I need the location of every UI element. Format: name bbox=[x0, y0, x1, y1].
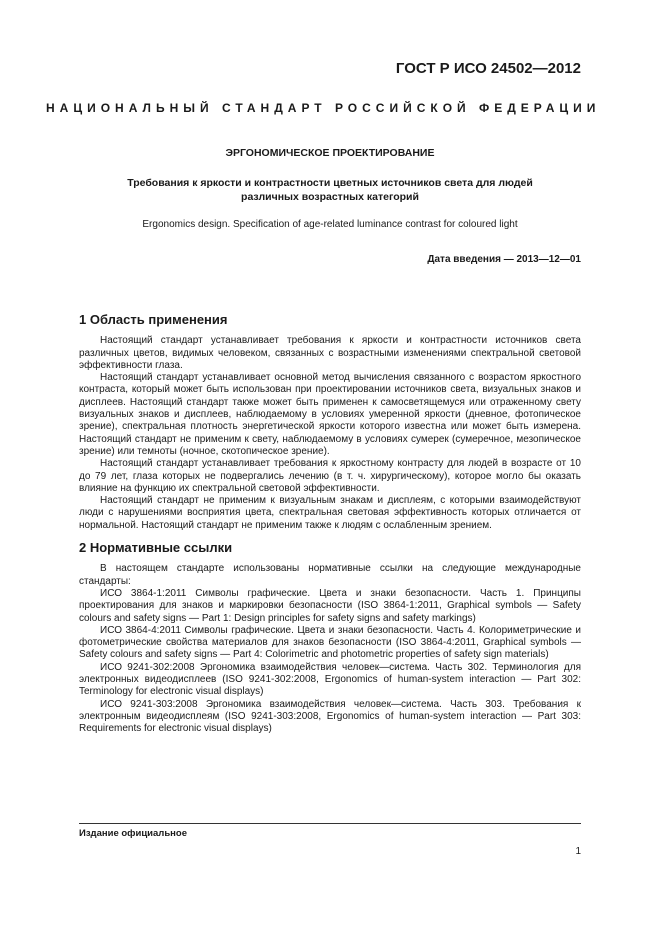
subtitle-line-2: различных возрастных категорий bbox=[241, 190, 419, 203]
normative-reference: ИСО 3864-4:2011 Символы графические. Цвета и знаки безопасности. Часть 4. Колориметрические и фотометрические свойства материалов для знаков безопасности (ISO 3864-4:2011, Graphical symbols — Safety colours and safety signs — Part 4: Colorimetric and photometric properties of safety sign materials) bbox=[79, 624, 581, 661]
standard-subtitle bbox=[60, 177, 600, 204]
english-title: Ergonomics design. Specification of age-related luminance contrast for coloured light bbox=[142, 219, 518, 230]
official-edition-note: Издание официальное bbox=[79, 828, 187, 839]
standard-title: ЭРГОНОМИЧЕСКОЕ ПРОЕКТИРОВАНИЕ bbox=[225, 147, 435, 159]
normative-reference: ИСО 9241-303:2008 Эргономика взаимодействия человек—система. Часть 303. Требования к электронным видеодисплеям (ISO 9241-303:2008, Ergonomics of human-system interaction — Part 303: Requirements for electronic visual displays) bbox=[79, 698, 581, 735]
section-1-paragraph: Настоящий стандарт не применим к визуальным знакам и дисплеям, с которыми взаимодействуют люди с нарушениями восприятия цвета, спектральная световая эффективность которых отличается от нормальной. Настоящий стандарт не применим также к людям с ослабленным зрением. bbox=[79, 495, 581, 531]
section-2-heading: 2 Нормативные ссылки bbox=[79, 540, 233, 556]
normative-reference: ИСО 9241-302:2008 Эргономика взаимодействия человек—система. Часть 302. Терминология для электронных видеодисплеев (ISO 9241-302:2008, Ergonomics of human-system interaction — Part 302: Terminology for electronic visual displays) bbox=[79, 661, 581, 698]
section-1-paragraph: Настоящий стандарт устанавливает основной метод вычисления связанного с возрастом яркостного контраста, который может быть использован при проектировании источников света, визуальных знаков и дисплеев. Настоящий стандарт также может быть применен к самосветящемуся или отраженному свету визуальных знаков и дисплеев, наблюдаемому в условиях умеренной яркости (дневное, фотопическое зрение), спектральная плотность энергетической яркости которого известна или может быть измерена. Настоящий стандарт не применим к свету, наблюдаемому в условиях сумерек (сумеречное, мезопическое зрение) или темноты (ночное, скотопическое зрение). bbox=[79, 372, 581, 457]
section-1-heading: 1 Область применения bbox=[79, 312, 228, 327]
subtitle-line-1: Требования к яркости и контрастности цветных источников света для людей bbox=[127, 177, 533, 189]
document-body bbox=[79, 314, 581, 736]
normative-reference: ИСО 3864-1:2011 Символы графические. Цвета и знаки безопасности. Часть 1. Принципы проектирования для знаков и маркировки безопасности (ISO 3864-1:2011, Graphical symbols — Safety colours and safety signs — Part 1: Design principles for safety signs and safety markings) bbox=[79, 587, 581, 624]
introduction-date: Дата введения — 2013—12—01 bbox=[427, 254, 581, 265]
section-1-paragraph: Настоящий стандарт устанавливает требования к яркости и контрастности источников света различных цветов, видимых человеком, связанных с возрастными изменениями спектральной световой эффективности глаза. bbox=[79, 335, 581, 371]
page-number: 1 bbox=[575, 846, 581, 857]
document-code: ГОСТ Р ИСО 24502—2012 bbox=[395, 60, 581, 77]
section-2-paragraph: В настоящем стандарте использованы нормативные ссылки на следующие международные стандарты: bbox=[79, 563, 581, 587]
footer-divider bbox=[79, 823, 581, 824]
section-1-paragraph: Настоящий стандарт устанавливает требования к яркостному контрасту для людей в возрасте от 10 до 79 лет, глаза которых не подвергались лечению (в т. ч. хирургическому), которое могло бы оказать влияние на функцию их спектральной световой эффективности. bbox=[79, 458, 581, 494]
national-standard-heading: НАЦИОНАЛЬНЫЙ СТАНДАРТ РОССИЙСКОЙ ФЕДЕРАЦИИ bbox=[46, 101, 601, 115]
